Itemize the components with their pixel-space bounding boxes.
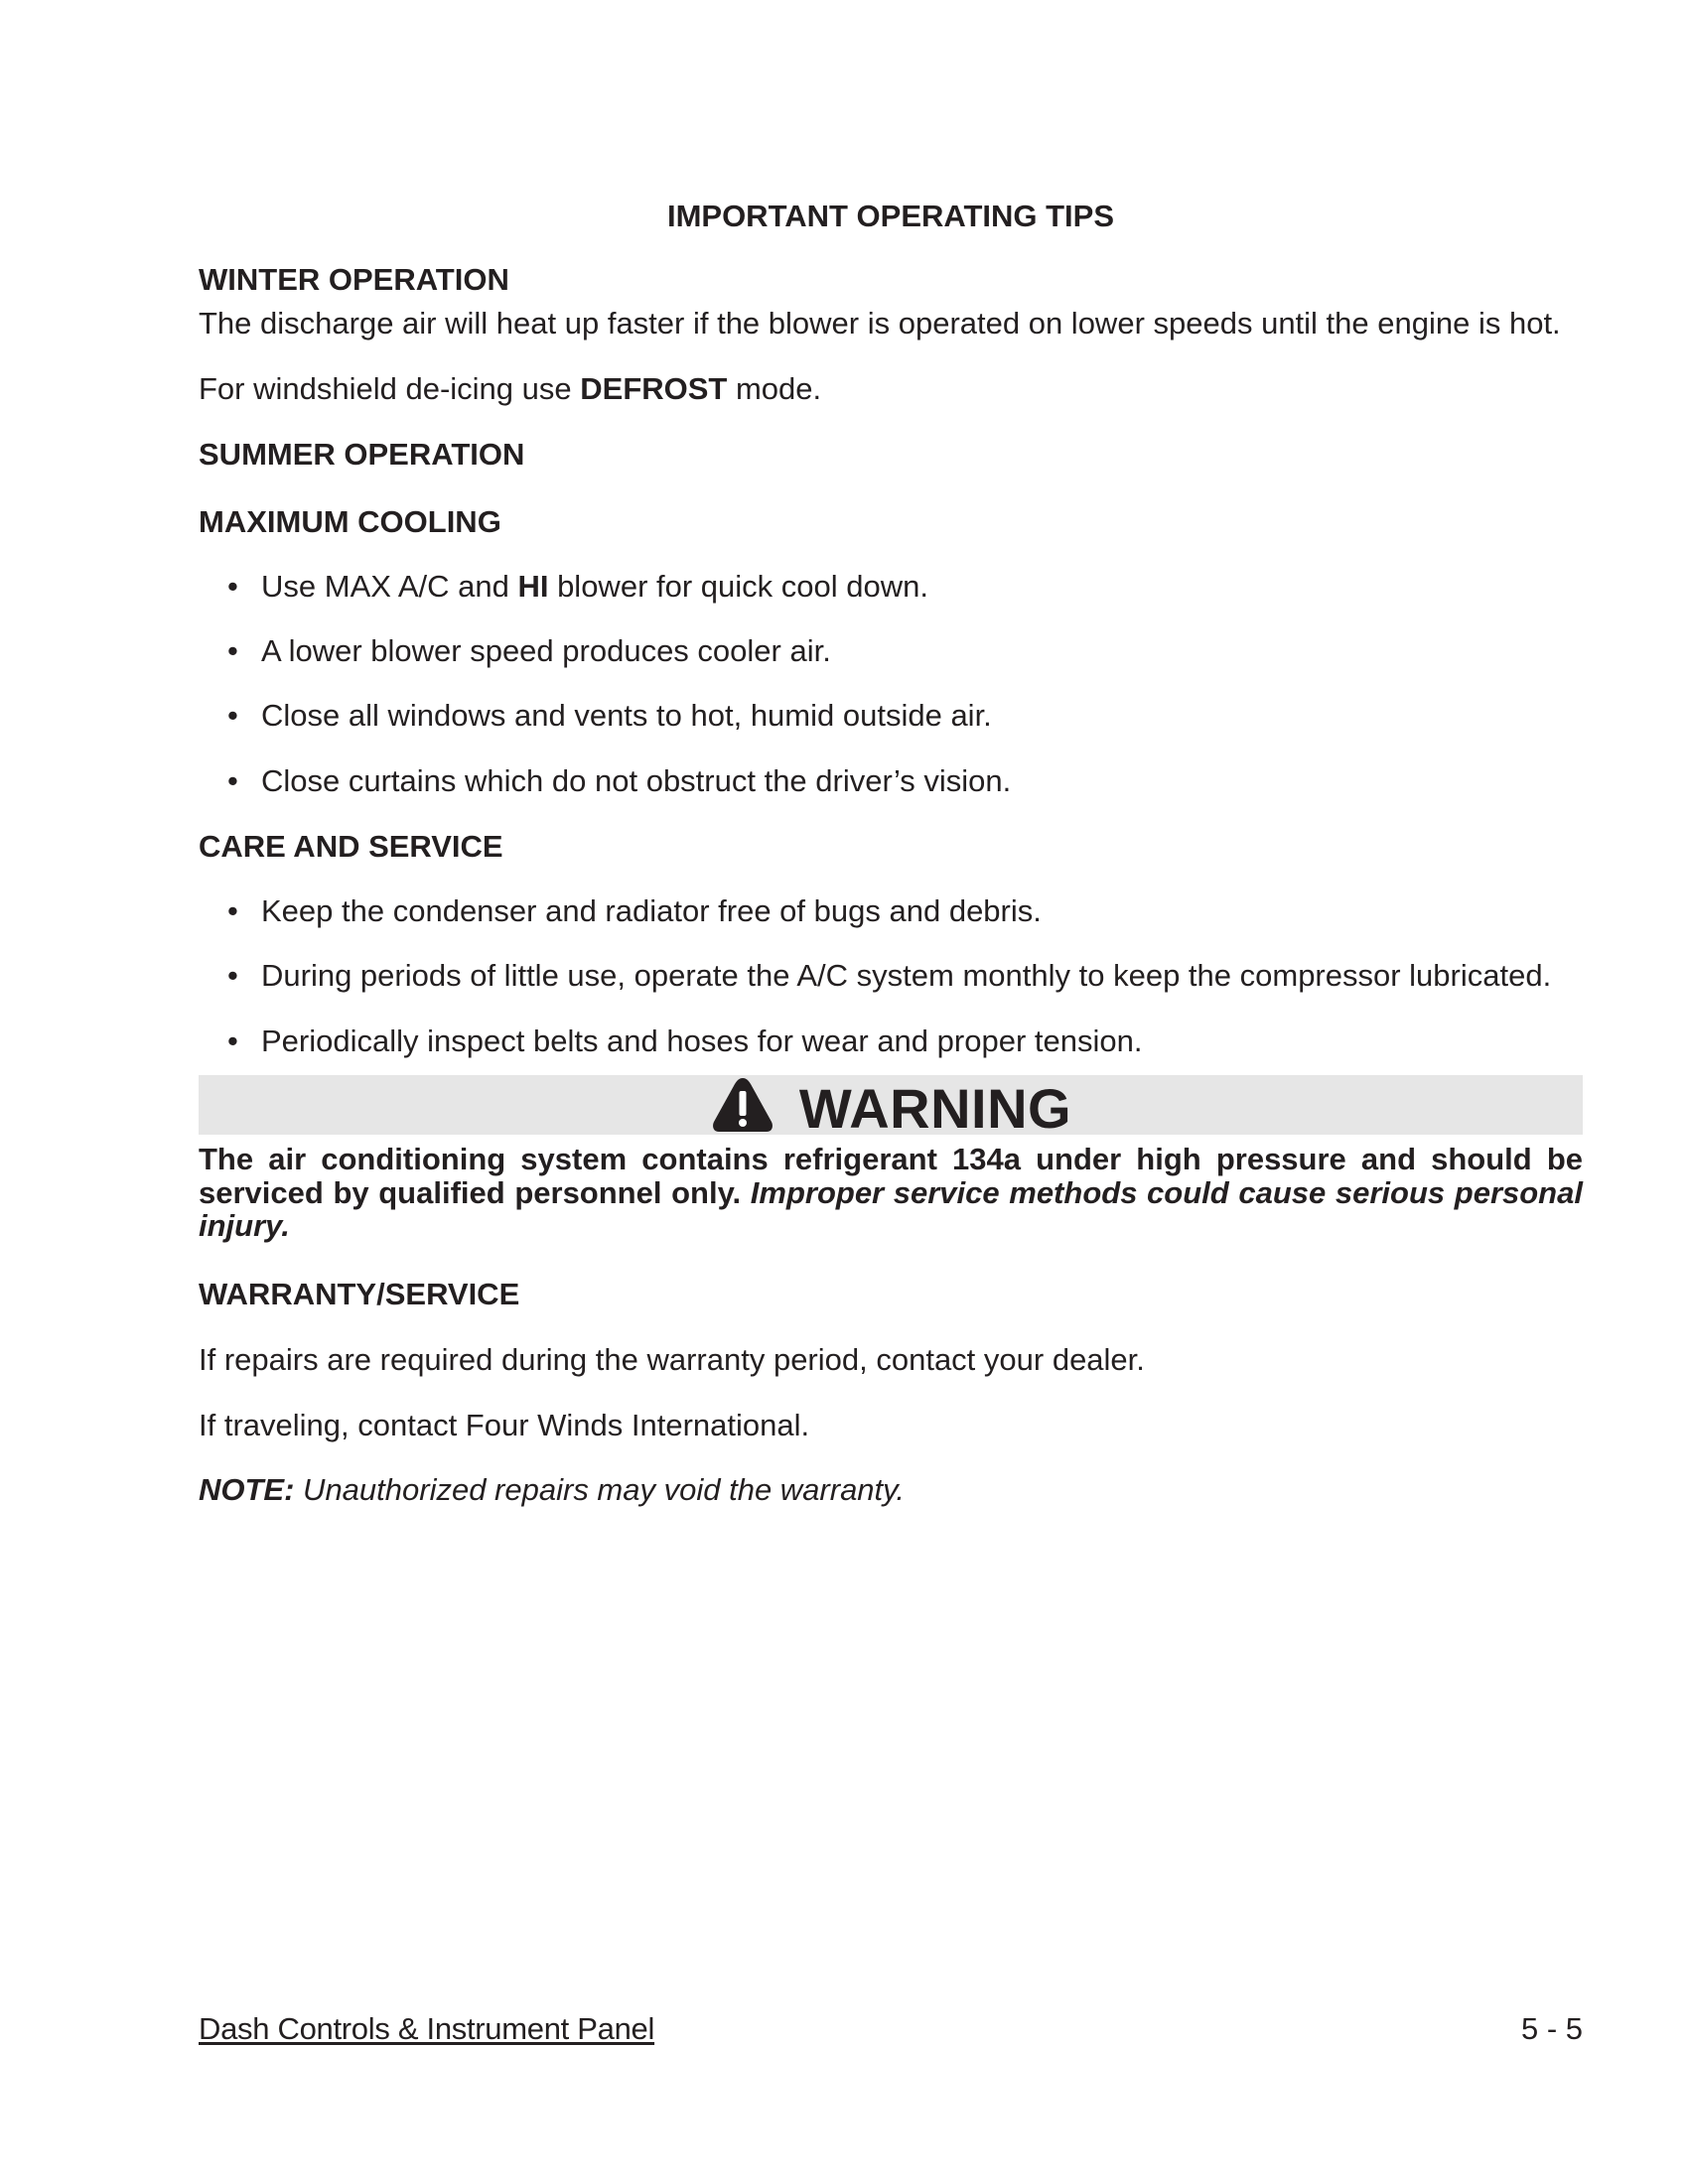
bullet-icon: • bbox=[227, 1023, 238, 1058]
maximum-cooling-heading: MAXIMUM COOLING bbox=[199, 503, 501, 539]
list-item-text: Periodically inspect belts and hoses for wear and proper tension. bbox=[261, 1023, 1143, 1058]
warranty-note bbox=[199, 1473, 1583, 1506]
list-item-text: Keep the condenser and radiator free of bugs and debris. bbox=[261, 893, 1042, 929]
care-and-service-heading: CARE AND SERVICE bbox=[199, 829, 503, 865]
warning-triangle-icon bbox=[710, 1075, 775, 1135]
warning-text-emphasis: Improper service methods could cause serious personal injury. bbox=[199, 1174, 1583, 1244]
list-item bbox=[199, 894, 1583, 927]
winter-paragraph-2 bbox=[199, 372, 1583, 405]
footer-section-title: Dash Controls & Instrument Panel bbox=[199, 2011, 655, 2046]
list-item bbox=[199, 570, 1583, 603]
item-text-after: blower for quick cool down. bbox=[548, 568, 928, 604]
item-text-before: Use MAX A/C and bbox=[261, 568, 518, 604]
page-footer bbox=[199, 2011, 1583, 2047]
list-item bbox=[199, 764, 1583, 797]
bullet-icon: • bbox=[227, 568, 238, 604]
bullet-icon: • bbox=[227, 958, 238, 994]
bullet-icon: • bbox=[227, 893, 238, 929]
care-and-service-list bbox=[199, 894, 1583, 1057]
list-item bbox=[199, 959, 1583, 992]
list-item-text: A lower blower speed produces cooler air. bbox=[261, 632, 831, 668]
page-title: IMPORTANT OPERATING TIPS bbox=[666, 199, 1115, 233]
list-item-text: Close curtains which do not obstruct the driver’s vision. bbox=[261, 762, 1012, 798]
warning-title: WARNING bbox=[798, 1077, 1072, 1141]
bullet-icon: • bbox=[227, 698, 238, 734]
warning-text-bold: The air conditioning system contains refrigerant 134a under high pressure and should be serviced by qualified personnel only. bbox=[199, 1142, 1583, 1210]
list-item-text: Close all windows and vents to hot, humid outside air. bbox=[261, 698, 992, 734]
list-item bbox=[199, 1024, 1583, 1057]
list-item-text: During periods of little use, operate the A/C system monthly to keep the compressor lubricated. bbox=[261, 958, 1552, 994]
warranty-paragraph-2: If traveling, contact Four Winds International. bbox=[199, 1407, 810, 1442]
warranty-paragraph-1: If repairs are required during the warranty period, contact your dealer. bbox=[199, 1342, 1145, 1378]
note-text: Unauthorized repairs may void the warranty. bbox=[294, 1472, 905, 1508]
defrost-mode-label: DEFROST bbox=[580, 370, 728, 406]
winter-p2-text-after: mode. bbox=[727, 370, 822, 406]
list-item bbox=[199, 699, 1583, 732]
maximum-cooling-list bbox=[199, 570, 1583, 798]
warning-text bbox=[199, 1143, 1583, 1242]
list-item bbox=[199, 634, 1583, 667]
warning-banner bbox=[199, 1075, 1583, 1141]
warranty-service-heading: WARRANTY/SERVICE bbox=[199, 1276, 520, 1311]
bullet-icon: • bbox=[227, 762, 238, 798]
hi-blower-label: HI bbox=[517, 568, 549, 604]
note-label: NOTE: bbox=[199, 1472, 295, 1508]
winter-operation-heading: WINTER OPERATION bbox=[199, 261, 509, 297]
winter-p2-text-before: For windshield de-icing use bbox=[199, 370, 581, 406]
winter-paragraph-1: The discharge air will heat up faster if the blower is operated on lower speeds until the engine is hot. bbox=[199, 306, 1561, 341]
page-number: 5 - 5 bbox=[1520, 2011, 1583, 2046]
page-content bbox=[199, 199, 1583, 1539]
bullet-icon: • bbox=[227, 632, 238, 668]
summer-operation-heading: SUMMER OPERATION bbox=[199, 437, 525, 473]
